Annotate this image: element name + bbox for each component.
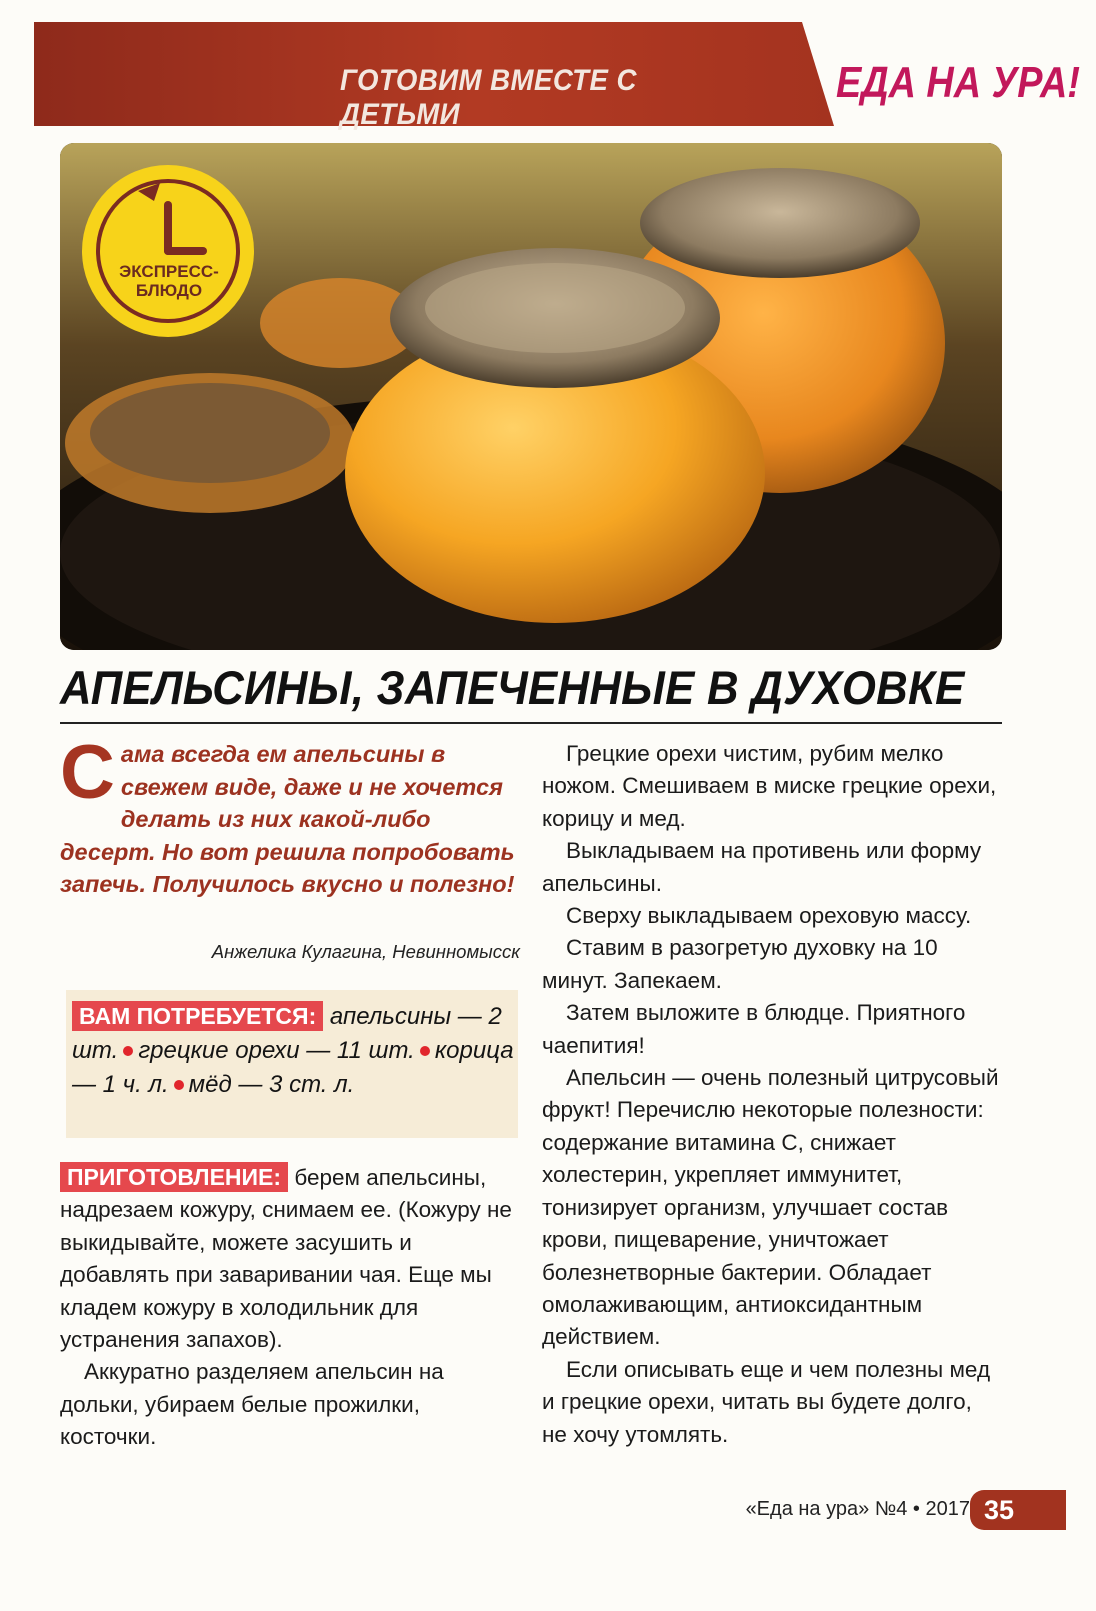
body-paragraph: Если описывать еще и чем полезны мед и грецкие орехи, читать вы будете долго, не хочу утомлять.	[542, 1356, 991, 1447]
bullet-icon	[174, 1080, 184, 1090]
magazine-name: ЕДА НА УРА!	[836, 58, 1080, 107]
preparation-label: ПРИГОТОВЛЕНИЕ:	[60, 1162, 288, 1192]
section-title: ГОТОВИМ ВМЕСТЕ С ДЕТЬМИ	[340, 64, 637, 131]
body-column-right	[542, 738, 1002, 1451]
body-paragraph: Аккуратно разделяем апельсин на дольки, убираем белые прожилки, косточки.	[60, 1359, 444, 1450]
intro-text: ама всегда ем апельсины в свежем виде, даже и не хочется делать из них какой-либо десерт. Но вот решила попробовать запечь. Получилось вкусно и полезно!	[60, 741, 515, 898]
express-badge-label	[104, 262, 234, 300]
bullet-icon	[420, 1046, 430, 1056]
body-paragraph: Сверху выкладываем ореховую массу.	[566, 903, 972, 929]
page-number: 35	[970, 1490, 1066, 1530]
article-title: АПЕЛЬСИНЫ, ЗАПЕЧЕННЫЕ В ДУХОВКЕ	[60, 661, 965, 714]
badge-line-1: ЭКСПРЕСС-	[119, 262, 219, 281]
intro-quote	[60, 730, 520, 901]
body-paragraph: Грецкие орехи чистим, рубим мелко ножом. Смешиваем в миске грецкие орехи, корицу и мед.	[542, 741, 997, 831]
body-paragraph: Выкладываем на противень или форму апельсины.	[542, 838, 982, 896]
ingredient-item: корица — 1 ч. л.	[72, 1037, 514, 1098]
badge-line-2: БЛЮДО	[135, 281, 203, 300]
author-credit: Анжелика Кулагина, Невинномысск	[211, 941, 520, 962]
ingredient-item: грецкие орехи — 11 шт.	[138, 1037, 415, 1064]
preparation-text: берем апельсины, надрезаем кожуру, снимаем ее. (Кожуру не выкидывайте, можете засушить и добавлять при заваривании чая. Еще мы кладем кожуру в холодильник для устранения запахов).	[60, 1165, 512, 1353]
title-divider	[60, 722, 1002, 724]
ingredients-label: ВАМ ПОТРЕБУЕТСЯ:	[72, 1001, 323, 1031]
body-paragraph: Апельсин — очень полезный цитрусовый фрукт! Перечислю некоторые полезности: содержание витамина С, снижает холестерин, укрепляет иммунитет, тонизирует организм, улучшает состав крови, пищеварение, уничтожает болезнетворные бактерии. Обладает омолаживающим, антиоксидантным действием.	[542, 1065, 999, 1350]
body-paragraph: Ставим в разогретую духовку на 10 минут. Запекаем.	[542, 935, 938, 993]
preparation-paragraph	[60, 1162, 518, 1356]
drop-cap: С	[60, 730, 115, 815]
body-column-left	[60, 1162, 518, 1454]
body-paragraph: Затем выложите в блюдце. Приятного чаепития!	[542, 1000, 966, 1058]
express-dish-clock-icon	[78, 161, 258, 341]
bullet-icon	[123, 1046, 133, 1056]
ingredient-item: апельсины — 2 шт.	[72, 1003, 502, 1064]
ingredient-item: мёд — 3 ст. л.	[188, 1071, 355, 1098]
issue-info: «Еда на ура» №4 • 2017	[745, 1498, 970, 1520]
ingredients-list	[72, 1000, 514, 1102]
